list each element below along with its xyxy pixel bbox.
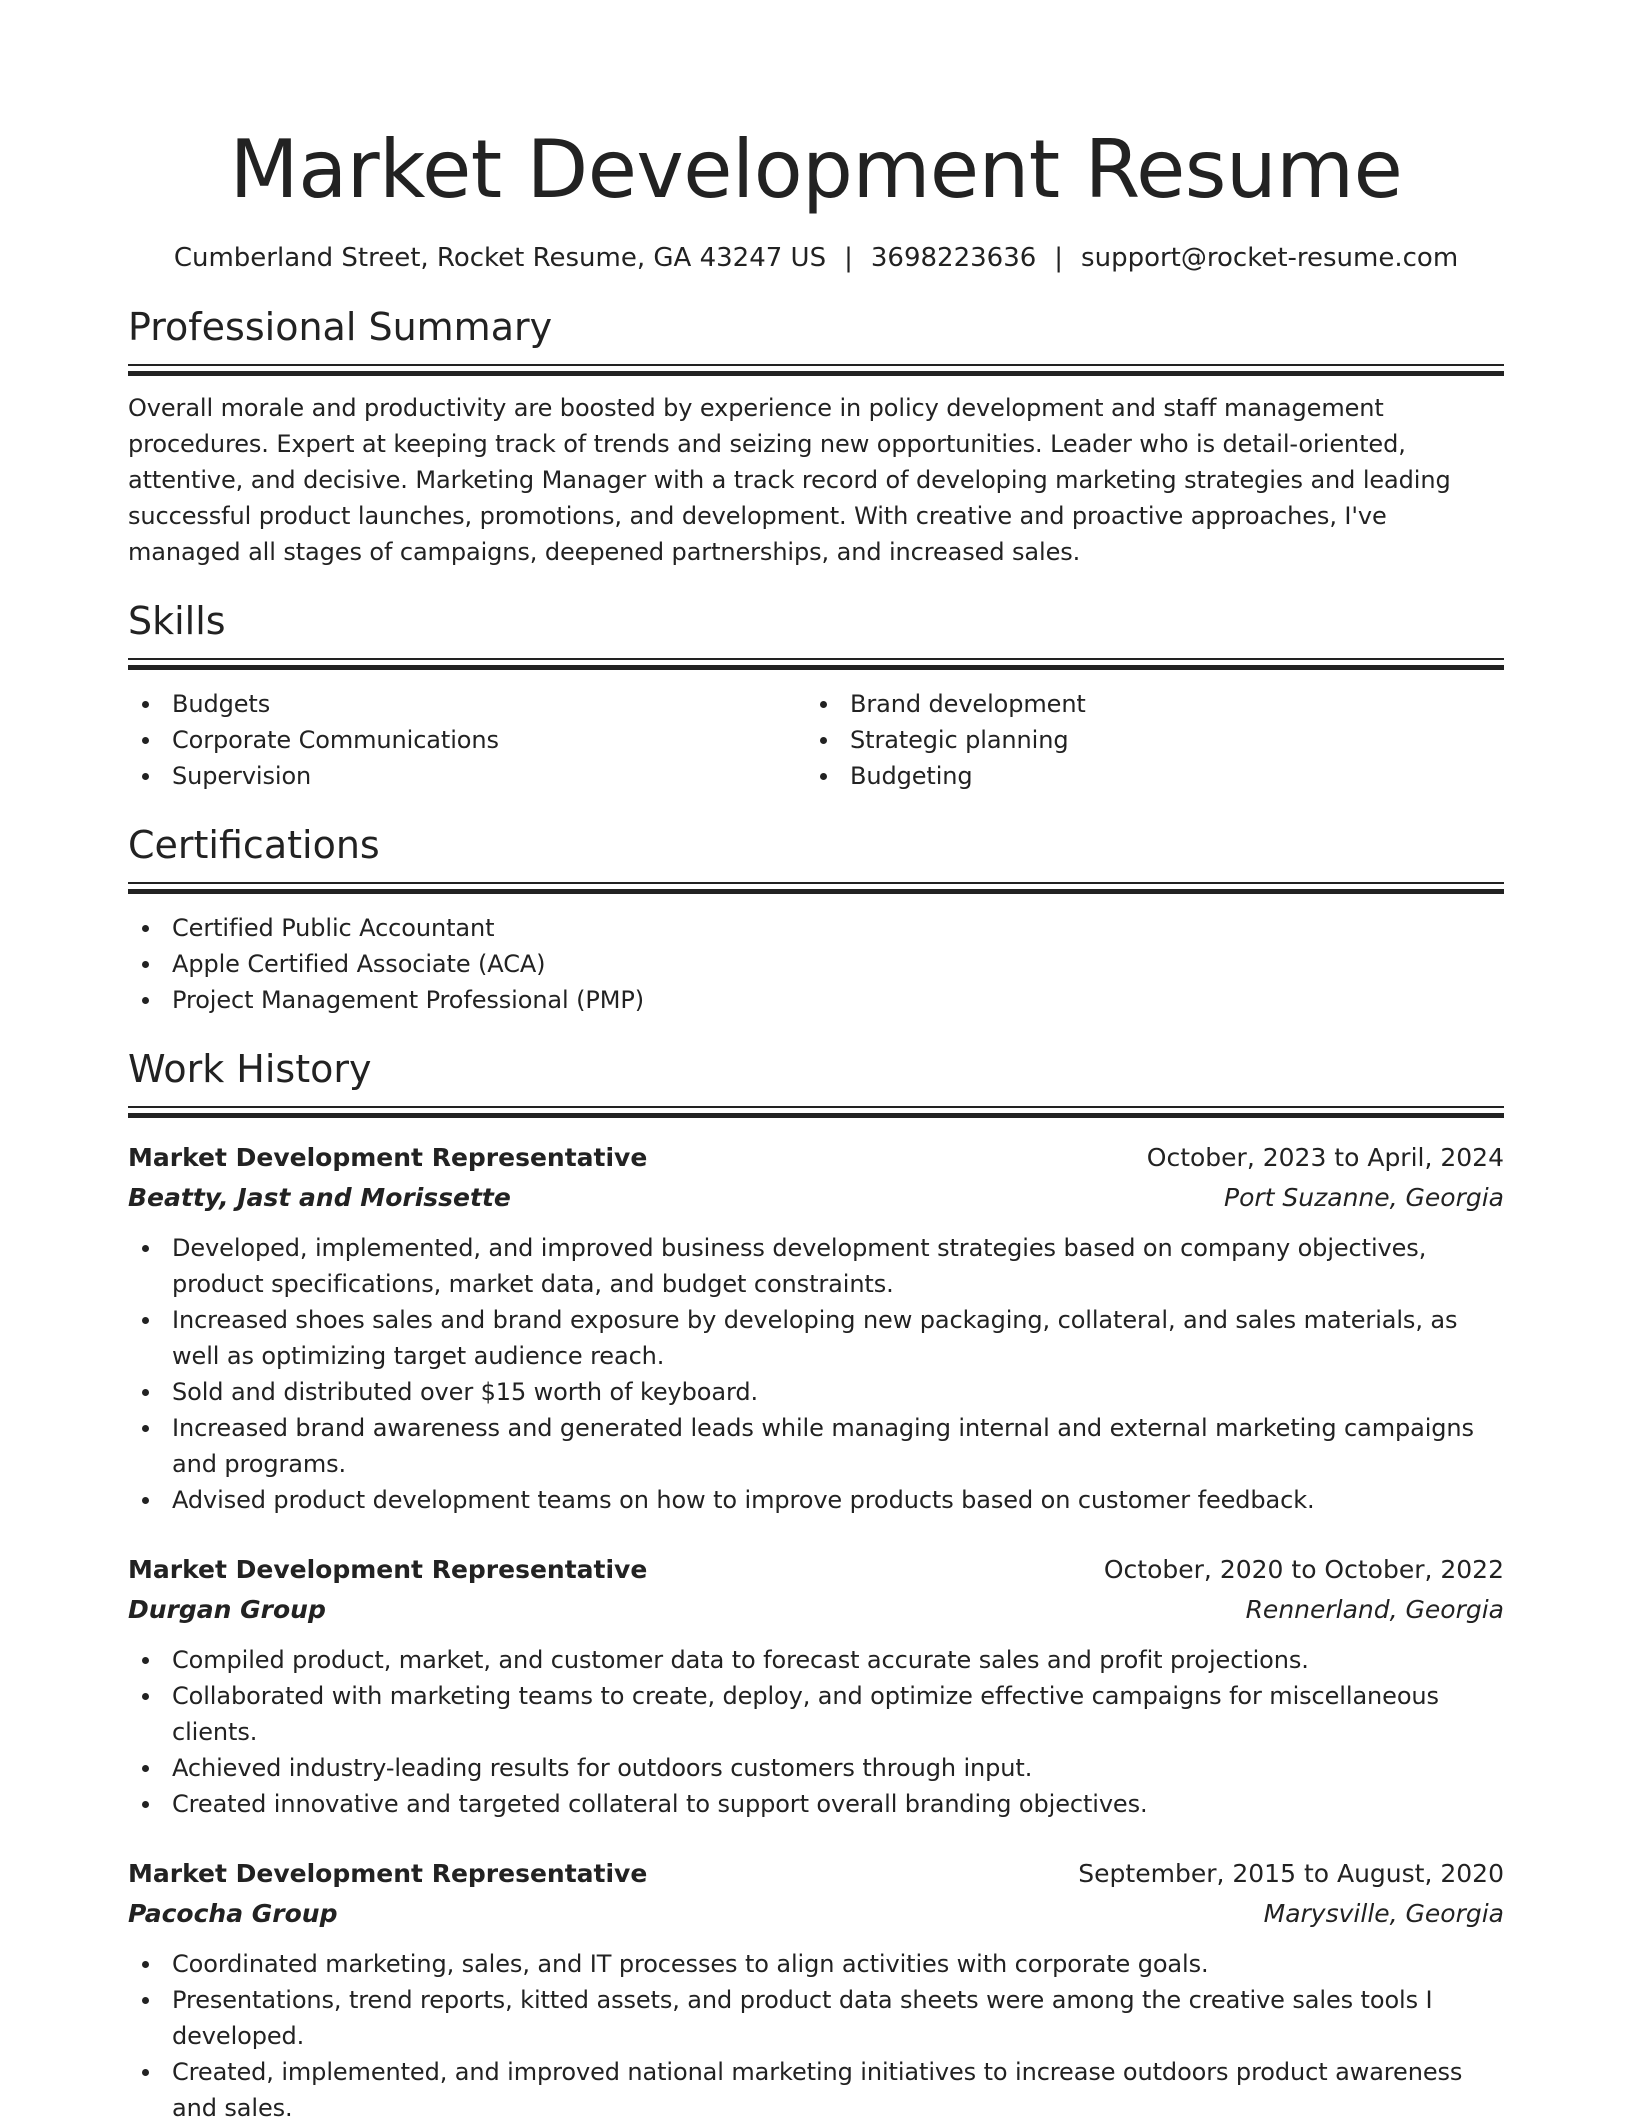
job-title: Market Development Representative: [128, 1859, 648, 1888]
contact-address: Cumberland Street, Rocket Resume, GA 43247 US: [173, 243, 827, 273]
job-bullet: Increased brand awareness and generated leads while managing internal and external marketing campaigns and programs.: [128, 1410, 1504, 1482]
certification-item: Apple Certified Associate (ACA): [128, 946, 1504, 982]
job-location: Port Suzanne, Georgia: [1224, 1183, 1504, 1212]
job-company: Beatty, Jast and Morissette: [128, 1183, 511, 1212]
job-bullet: Coordinated marketing, sales, and IT processes to align activities with corporate goals.: [128, 1946, 1504, 1982]
skills-list-right: [806, 686, 1484, 794]
section-divider: [128, 882, 1504, 894]
job-bullets: [128, 1946, 1504, 2126]
job-header: [128, 1138, 1504, 1178]
job-dates: September, 2015 to August, 2020: [1078, 1859, 1504, 1888]
job-dates: October, 2023 to April, 2024: [1146, 1143, 1504, 1172]
section-certifications: [128, 820, 1504, 1018]
job-bullet: Created, implemented, and improved national marketing initiatives to increase outdoors product awareness and sales.: [128, 2054, 1504, 2126]
resume-title: Market Development Resume: [229, 123, 1403, 216]
certification-item: Certified Public Accountant: [128, 910, 1504, 946]
job-header: [128, 1550, 1504, 1590]
job-location: Marysville, Georgia: [1263, 1899, 1504, 1928]
job-bullet: Increased shoes sales and brand exposure by developing new packaging, collateral, and sales materials, as well as optimizing target audience reach.: [128, 1302, 1504, 1374]
section-divider: [128, 1106, 1504, 1118]
section-heading: Certifications: [128, 823, 380, 867]
summary-text: Overall morale and productivity are boosted by experience in policy development and staff management procedures. Expert at keeping track of trends and seizing new opportunities. Leader who is detail-oriented, attentive, and decisive. Marketing Manager with a track record of developing marketing strategies and leading successful product launches, promotions, and development. With creative and proactive approaches, I've managed all stages of campaigns, deepened partnerships, and increased sales.: [128, 394, 1451, 566]
job-entry: [128, 1138, 1504, 1518]
job-header: [128, 1854, 1504, 1894]
job-bullet: Created innovative and targeted collateral to support overall branding objectives.: [128, 1786, 1504, 1822]
section-heading: Work History: [128, 1047, 372, 1091]
resume-page: [128, 0, 1504, 2126]
skill-item: Budgets: [128, 686, 806, 722]
job-bullet: Presentations, trend reports, kitted assets, and product data sheets were among the creative sales tools I developed.: [128, 1982, 1504, 2054]
job-subheader: [128, 1894, 1504, 1934]
job-entry: [128, 1854, 1504, 2126]
job-dates: October, 2020 to October, 2022: [1103, 1555, 1504, 1584]
job-bullets: [128, 1230, 1504, 1518]
section-professional-summary: [128, 302, 1504, 570]
skill-item: Strategic planning: [806, 722, 1484, 758]
certifications-list: [128, 910, 1504, 1018]
job-bullet: Sold and distributed over $15 worth of keyboard.: [128, 1374, 1504, 1410]
contact-line: [128, 240, 1504, 276]
job-bullet: Achieved industry-leading results for outdoors customers through input.: [128, 1750, 1504, 1786]
job-subheader: [128, 1178, 1504, 1218]
job-subheader: [128, 1590, 1504, 1630]
skills-columns: [128, 686, 1504, 794]
section-divider: [128, 364, 1504, 376]
certification-item: Project Management Professional (PMP): [128, 982, 1504, 1018]
job-bullets: [128, 1642, 1504, 1822]
section-skills: [128, 596, 1504, 794]
job-bullet: Collaborated with marketing teams to create, deploy, and optimize effective campaigns for miscellaneous clients.: [128, 1678, 1504, 1750]
job-title: Market Development Representative: [128, 1555, 648, 1584]
skills-list-left: [128, 686, 806, 794]
skill-item: Supervision: [128, 758, 806, 794]
job-bullet: Developed, implemented, and improved business development strategies based on company objectives, product specifications, market data, and budget constraints.: [128, 1230, 1504, 1302]
job-company: Pacocha Group: [128, 1899, 338, 1928]
section-heading: Skills: [128, 599, 226, 643]
contact-phone: 3698223636: [870, 243, 1037, 273]
job-company: Durgan Group: [128, 1595, 326, 1624]
section-divider: [128, 658, 1504, 670]
job-location: Rennerland, Georgia: [1245, 1595, 1504, 1624]
skill-item: Budgeting: [806, 758, 1484, 794]
skill-item: Corporate Communications: [128, 722, 806, 758]
skill-item: Brand development: [806, 686, 1484, 722]
job-bullet: Advised product development teams on how to improve products based on customer feedback.: [128, 1482, 1504, 1518]
job-bullet: Compiled product, market, and customer data to forecast accurate sales and profit projections.: [128, 1642, 1504, 1678]
contact-email[interactable]: support@rocket-resume.com: [1081, 243, 1459, 273]
section-work-history: [128, 1044, 1504, 2126]
job-title: Market Development Representative: [128, 1143, 648, 1172]
contact-separator: |: [844, 243, 853, 273]
section-heading: Professional Summary: [128, 305, 553, 349]
contact-separator: |: [1054, 243, 1064, 273]
job-entry: [128, 1550, 1504, 1822]
